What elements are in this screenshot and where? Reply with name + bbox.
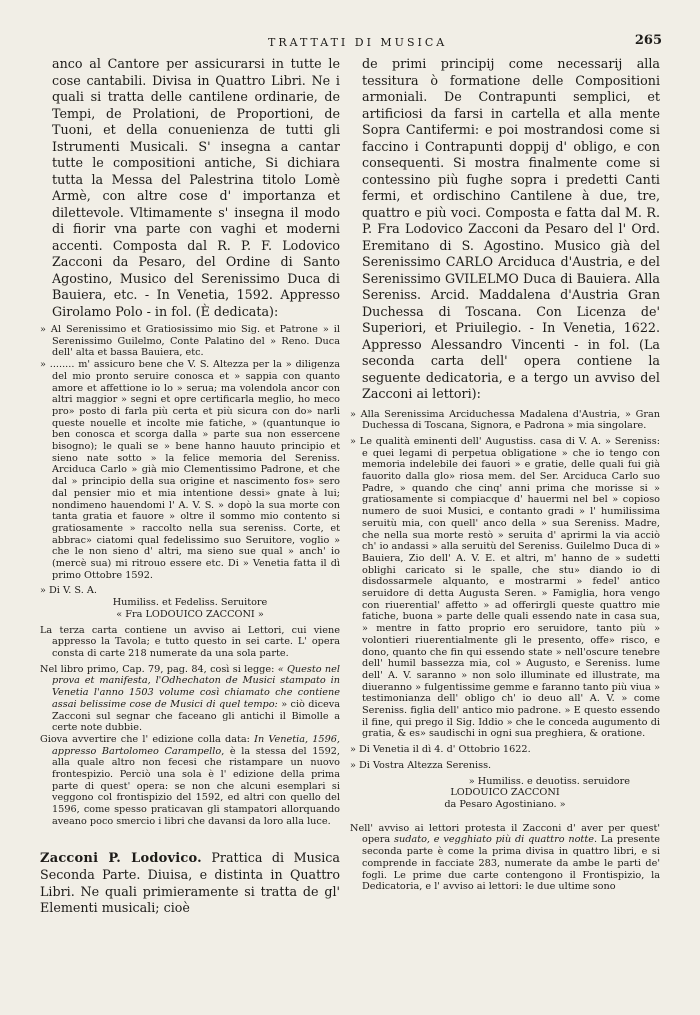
dedication-address: » Al Serenissimo et Gratiosissimo mio Sig. et Patrone » il Serenissimo Guilelmo, Conte Palatino del » Reno. Duca dell' alta et bassa Bauiera, etc. (40, 324, 340, 359)
note-text: Giova avvertire che l' edizione colla data: (40, 733, 255, 745)
entry-author: Zacconi P. Lodovico. (40, 850, 202, 866)
note-text: , è la stessa del 1592, alla quale altro non fecesi che ristampare un nuovo frontespizio. Perciò una sola è l' edizione della prima parte di quest' opera: se non che alcuni esemplari si veggono col frontispizio del 1592, ed altri con quello del 1596, come spesso praticavan gli stampatori allorquando aveano poco smercio i libri che davansi da loro alla luce. (52, 745, 340, 827)
entry-description: anco al Cantore per assicurarsi in tutte le cose cantabili. Divisa in Quattro Libri. Ne i quali si tratta delle cantilene ordinarie, de Tempi, de Prolationi, de Proportioni, de Tuoni, et della conuenienza de tutti gli Istrumenti Musicali. S' insegna a cantar tutte le compositioni antiche, Si dichiara tutta la Messa del Palestrina titolo Lomè Armè, con altre cose d' importanza et dilettevole. Vltimamente s' insegna il modo di fiorir vna parte con vaghi et moderni accenti. Composta dal R. P. F. Lodovico Zacconi da Pesaro, del Ordine di Santo Agostino, Musico del Serenissimo Duca di Bauiera, etc. - In Venetia, 1592. Appresso Girolamo Polo - in fol. (È dedicata): (52, 56, 340, 319)
page-number: 265 (634, 33, 662, 48)
note-text: Nel libro primo, Cap. 79, pag. 84, così si legge: (40, 663, 278, 675)
note-quote: « Questo nel prova et manifesta, l'Odhechaton de Musici stampato in Venetia l'anno 1503 volume così chiamato che contiene assai belissime cose de Musici di quel tempo: (52, 663, 340, 710)
page-header (0, 0, 700, 60)
signature-name: LODOUICO ZACCONI (450, 787, 560, 799)
signature-name: « Fra LODOUICO ZACCONI » (116, 608, 264, 620)
note-text: » ciò diceva Zacconi sul segnar che faceano gli antichi il Bimolle a certe note dubbie. (52, 698, 340, 734)
running-head: TRATTATI DI MUSICA (268, 36, 448, 49)
dedication-address: » Alla Serenissima Arciduchessa Madalena d'Austria, » Gran Duchessa di Toscana, Signora, e Padrona » mia singolare. (350, 408, 660, 432)
entry-title: Prattica di Musica Seconda Parte. Diuisa, e distinta in Quattro Libri. Ne quali primieramente si tratta de gl' Elementi musicali; cioè (40, 849, 340, 916)
entry-heading (40, 850, 340, 917)
dedication-text: » ........ m' assicuro bene che V. S. Altezza per la » diligenza del mio pronto seruire conosca et » sappia con quanto amore et affettione io lo » serua; ma volendola ancor con altri maggior » segni et opre certificarla meglio, ho meco pro» posto di farla più certa et più sicura con do» narli queste nouelle et incolte mie fatiche, » (quantunque io ben conosca et scorga dalla » parte sua non essercene bisogno); le quali se » bene hanno hauuto principio et sieno nate sotto » la felice memoria del Sereniss. Arciduca Carlo » già mio Clementissimo Padrone, et che dal » principio della sua origine et nascimento fos» sero dal pensier mio et mia intentione dessi» gnate à lui; nondimeno hauendomi l' A. V. S. » dopò la sua morte con tanta gratia et fauore » oltre il sommo mio contento si gratiosamente » raccolto nella sua sereniss. Corte, et abbrac» ciatomi qual fedelissimo suo Seruitore, voglio » che le non sieno d' altri, ma sieno sue qual » anch' io (mercè sua) mi ritrouo essere etc. Di » Venetia fatta il dì primo Ottobre 1592. (40, 359, 340, 581)
left-column (40, 56, 340, 917)
dedication-closing: » Di V. S. A. (40, 585, 97, 597)
signature-title: Humiliss. et Fedeliss. Seruitore (112, 597, 268, 609)
note-paragraph (40, 734, 340, 828)
note-imprint: In Venetia, 1596, appresso Bartolomeo Carampello (52, 733, 340, 757)
dedication-closing: » Di Vostra Altezza Sereniss. (350, 759, 492, 771)
entry-description: de primi principij come necessarij alla tessitura ò formatione delle Compositioni armoniali. De Contrapunti semplici, et artificiosi da farsi in cartella et alla mente Sopra Cantifermi: e poi mostrandosi come si faccino i Contrapunti doppij d' obligo, e con consequenti. Si mostra finalmente come si contessino più fughe sopra i predetti Canti fermi, et ordischino Cantilene à due, tre, quattro e più voci. Composta e fatta dal M. R. P. Fra Lodovico Zacconi da Pesaro del l' Ord. Eremitano di S. Agostino. Musico già del Serenissimo CARLO Arciduca d'Austria, e del Serenissimo GVILELMO Duca di Bauiera. Alla Sereniss. Arcid. Maddalena d'Austria Gran Duchessa di Toscana. Con Licenza de' Superiori, et Priuilegio. - In Venetia, 1622. Appresso Alessandro Vincenti - in fol. (La seconda carta dell' opera contiene la seguente dedicatoria, e a tergo un avviso del Zacconi ai lettori): (362, 56, 660, 401)
dedication-date: » Di Venetia il dì 4. d' Ottobrio 1622. (350, 744, 531, 756)
signature-title: » Humiliss. e deuotiss. seruidore (468, 775, 630, 787)
note-text: Nell' avviso ai lettori protesta il Zacconi d' aver per quest' opera (350, 822, 660, 846)
note-text: . La presente seconda parte è come la prima divisa in quattro libri, e si comprende in facciate 283, numerate da ambe le parti de' fogli. Le prime due carte contengono il Frontispizio, la Dedicatoria, e l' avviso ai lettori: le due ultime sono (362, 834, 661, 893)
right-column (350, 56, 660, 893)
signature-origin: da Pesaro Agostiniano. » (444, 799, 566, 810)
note-paragraph (40, 664, 340, 734)
note-paragraph (350, 823, 660, 893)
dedication-text: » Le qualità eminenti dell' Augustiss. casa di V. A. » Sereniss: e quei legami di perpetua obligatione » che io tengo con memoria indelebile dei fauori » e gratie, delle quali fui già fauorito dalla glo» riosa mem. del Ser. Arciduca Carlo suo Padre, » quando che cinq' anni prima che morisse si » gratiosamente si compiacque d' hauermi nel bel » copioso numero de suoi Musici, e contanto gradi » l' humilissima seruitù mia, con quell' anco della » sua Sereniss. Madre, che nella sua morte restò » seruita d' aprirmi la via acciò ch' io andassi » alla seruitù del Sereniss. Guilelmo Duca di » Bauiera, Zio dell' A. V. E. et altri, m' hanno de » sudetti oblighi caricato si le spalle, che stu» diando io di disdossarmele alquanto, e mostrarmi » fedel' antico seruidore di detta Augusta Seren. » Famiglia, hora vengo con riuerential' affetto » ad offerirgli queste quattro mie fatiche, buona » parte delle quali essendo nate in casa sua, » mentre in fatto proprio ero seruidore, tanto più » volontieri riuerentialmente gli le presento, offe» risco, e dono, quanto che fin qui essendo state » nell'oscure tenebre dell' humil bassezza mia, col » Augusto, e Sereniss. lume dell' A. V. saranno » non solo illuminate ed illustrate, ma diueranno » fulgentissime gemme e faranno tanto più viua » testimonianza dell' obligo ch' io deuo all' A. V. » come Sereniss. figlia dell' antico mio padrone. » E questo essendo il fine, qui prego il Sig. Iddio » che le conceda augumento di gratia, & es» saudischi in ogni sua preghiera, & oratione. (350, 435, 660, 740)
note-paragraph: La terza carta contiene un avviso ai Lettori, cui viene appresso la Tavola; e tutto questo in sei carte. L' opera consta di carte 218 numerate da una sola parte. (40, 624, 340, 659)
note-quote: sudato, e vegghiato più di quattro notte (394, 834, 594, 846)
